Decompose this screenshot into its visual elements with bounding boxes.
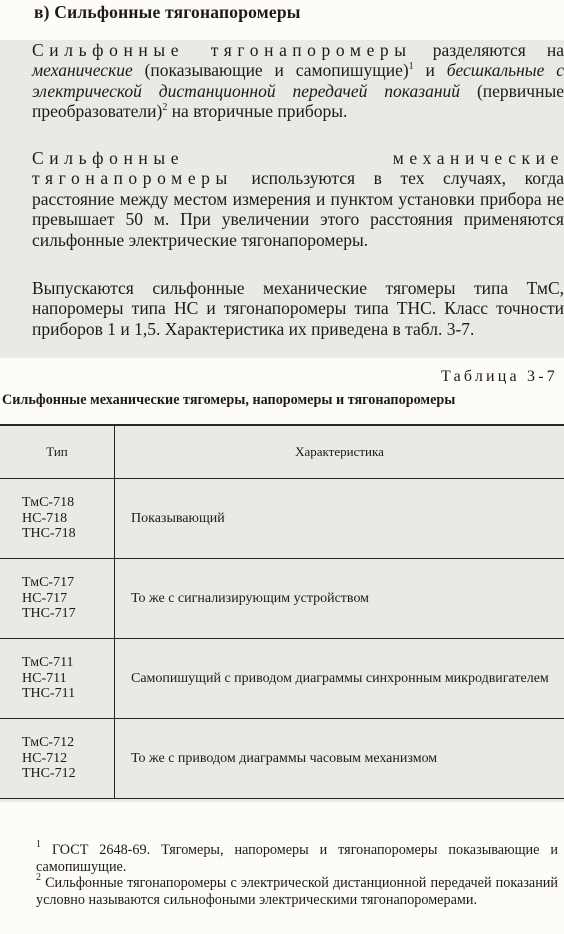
section-heading: в) Сильфонные тягонапоромеры [34, 2, 301, 22]
header-characteristic: Характеристика [115, 425, 564, 479]
paragraph-1-lead: Сильфонные тягонапоромеры [32, 40, 412, 60]
table-row [0, 479, 564, 559]
table-row [0, 639, 564, 719]
footnote-text-2: Сильфонные тягонапоромеры с электрической дистанционной передачей показаний условно называются сильнофоными электрическими тягонапоромерами. [36, 875, 558, 908]
footnote-1 [0, 839, 558, 875]
description-cell: То же с сигнализирующим устройством [115, 559, 564, 639]
paragraph-1-text-2: (показывающие и самопишущие) [132, 60, 409, 81]
model-cell [0, 559, 115, 639]
paragraph-1 [0, 40, 564, 122]
model-cell [0, 639, 115, 719]
paragraph-2 [0, 148, 564, 250]
description-cell: То же с приводом диаграммы часовым механизмом [115, 719, 564, 799]
paragraph-1-italic-mechanical: механические [32, 60, 133, 81]
model-name: НС-718 [22, 510, 68, 526]
table-header-row [0, 425, 564, 479]
paragraph-1-text-1: разделяются на [411, 40, 564, 60]
footnote-ref-1[interactable]: 1 [408, 61, 414, 73]
footnote-ref-2[interactable]: 2 [162, 102, 168, 114]
body-text [0, 40, 564, 358]
footnote-2 [0, 872, 558, 908]
footnote-mark-1: 1 [36, 839, 41, 850]
paragraph-2-text: используются в тех случаях, когда расстояние между местом измерения и пунктом установки прибора не превышает 50 м. При увеличении этого расстояния применяются сильфонные электрические тягонапоромеры. [32, 168, 564, 250]
description-cell: Самопишущий с приводом диаграммы синхронным микродвигателем [115, 639, 564, 719]
table-row [0, 559, 564, 639]
table-row [0, 719, 564, 799]
model-name: НС-712 [22, 750, 68, 766]
model-name: ТНС-711 [22, 686, 76, 702]
footnote-text-1: ГОСТ 2648-69. Тягомеры, напоромеры и тягонапоромеры показывающие и самопишущие. [36, 842, 558, 875]
paragraph-3 [0, 278, 564, 339]
footnote-mark-2: 2 [36, 872, 41, 884]
model-name: ТмС-711 [22, 655, 74, 671]
table-number: Таблица 3-7 [441, 368, 558, 385]
paragraph-3-text: Выпускаются сильфонные механические тягомеры типа ТмС, напоромеры типа НС и тягонапоромеры типа ТНС. Класс точности приборов 1 и 1,5. Характеристика их приведена в табл. 3-7. [32, 278, 564, 339]
footnotes [0, 839, 558, 908]
characteristics-table [0, 424, 564, 799]
model-name: ТНС-712 [22, 766, 76, 782]
model-cell [0, 479, 115, 559]
header-type: Тип [0, 425, 115, 479]
model-name: ТНС-718 [22, 526, 76, 542]
paragraph-1-text-4: (первичные преобразователи) [32, 80, 564, 122]
table-title: Сильфонные механические тягомеры, напоромеры и тягонапоромеры [2, 392, 456, 408]
model-name: НС-717 [22, 590, 68, 606]
model-name: ТмС-718 [22, 495, 75, 511]
paragraph-2-lead: Сильфонные механические тягонапоромеры [32, 148, 564, 189]
model-name: НС-711 [22, 670, 67, 686]
model-name: ТмС-712 [22, 735, 75, 751]
paragraph-1-italic-scaleless: бесшкальные с электрической дистанционной передачей показаний [32, 60, 564, 101]
model-name: ТмС-717 [22, 575, 75, 591]
paragraph-1-text-3: и [413, 60, 447, 81]
paragraph-1-text-5: на вторичные приборы. [167, 101, 348, 122]
model-name: ТНС-717 [22, 606, 76, 622]
characteristics-table-wrap [0, 424, 564, 802]
description-cell: Показывающий [115, 479, 564, 559]
model-cell [0, 719, 115, 799]
